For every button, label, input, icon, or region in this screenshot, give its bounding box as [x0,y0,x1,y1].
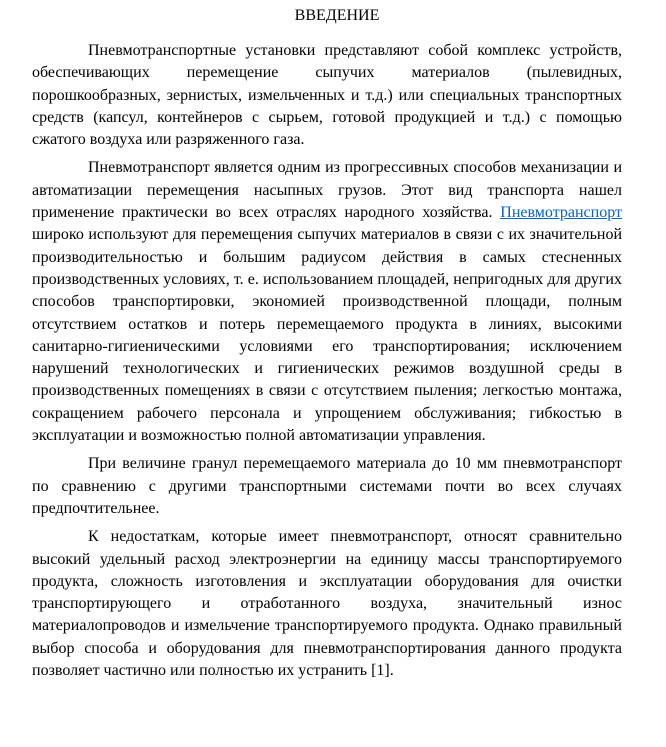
paragraph-2 [32,157,622,447]
document-title: ВВЕДЕНИЕ [294,7,380,24]
pneumotransport-link[interactable]: Пневмотранспорт [500,204,622,222]
paragraph-2-text-before: Пневмотранспорт является одним из прогрессивных способов механизации и автоматизации перемещения насыпных грузов. Этот вид транспорта нашел применение практически во всех отраслях народного хозяйства. [32,159,622,222]
paragraph-1: Пневмотранспортные установки представляют собой комплекс устройств, обеспечивающих перемещение сыпучих материалов (пылевидных, порошкообразных, зернистых, измельченных и т.д.) или специальных транспортных средств (капсул, контейнеров с сырьем, готовой продукцией и т.д.) с помощью сжатого воздуха или разряженного газа. [32,42,622,149]
document-page [32,6,622,688]
paragraph-4: К недостаткам, которые имеет пневмотранспорт, относят сравнительно высокий удельный расход электроэнергии на единицу массы транспортируемого продукта, сложность изготовления и эксплуатации оборудования для очистки транспортирующего и отработанного воздуха, значительный износ материалопроводов и измельчение транспортируемого продукта. Однако правильный выбор способа и оборудования для пневмотранспортирования данного продукта позволяет частично или полностью их устранить [1]. [32,528,622,680]
paragraph-2-text-after: широко используют для перемещения сыпучих материалов в связи с их значительной производительностью и большим радиусом действия в самых стесненных производственных условиях, т. е. использованием площадей, непригодных для других способов транспортировки, экономией производственной площади, полным отсутствием остатков и потерь перемещаемого продукта в линиях, высокими санитарно-гигиеническими условиями его транспортирования; исключением нарушений технологических и гигиенических режимов воздушной среды в производственных помещениях в связи с отсутствием пыления; легкостью монтажа, сокращением рабочего персонала и упрощением обслуживания; гибкостью в эксплуатации и возможностью полной автоматизации управления. [32,226,622,445]
paragraph-3: При величине гранул перемещаемого материала до 10 мм пневмотранспорт по сравнению с другими транспортными системами почти во всех случаях предпочтительнее. [32,455,622,517]
